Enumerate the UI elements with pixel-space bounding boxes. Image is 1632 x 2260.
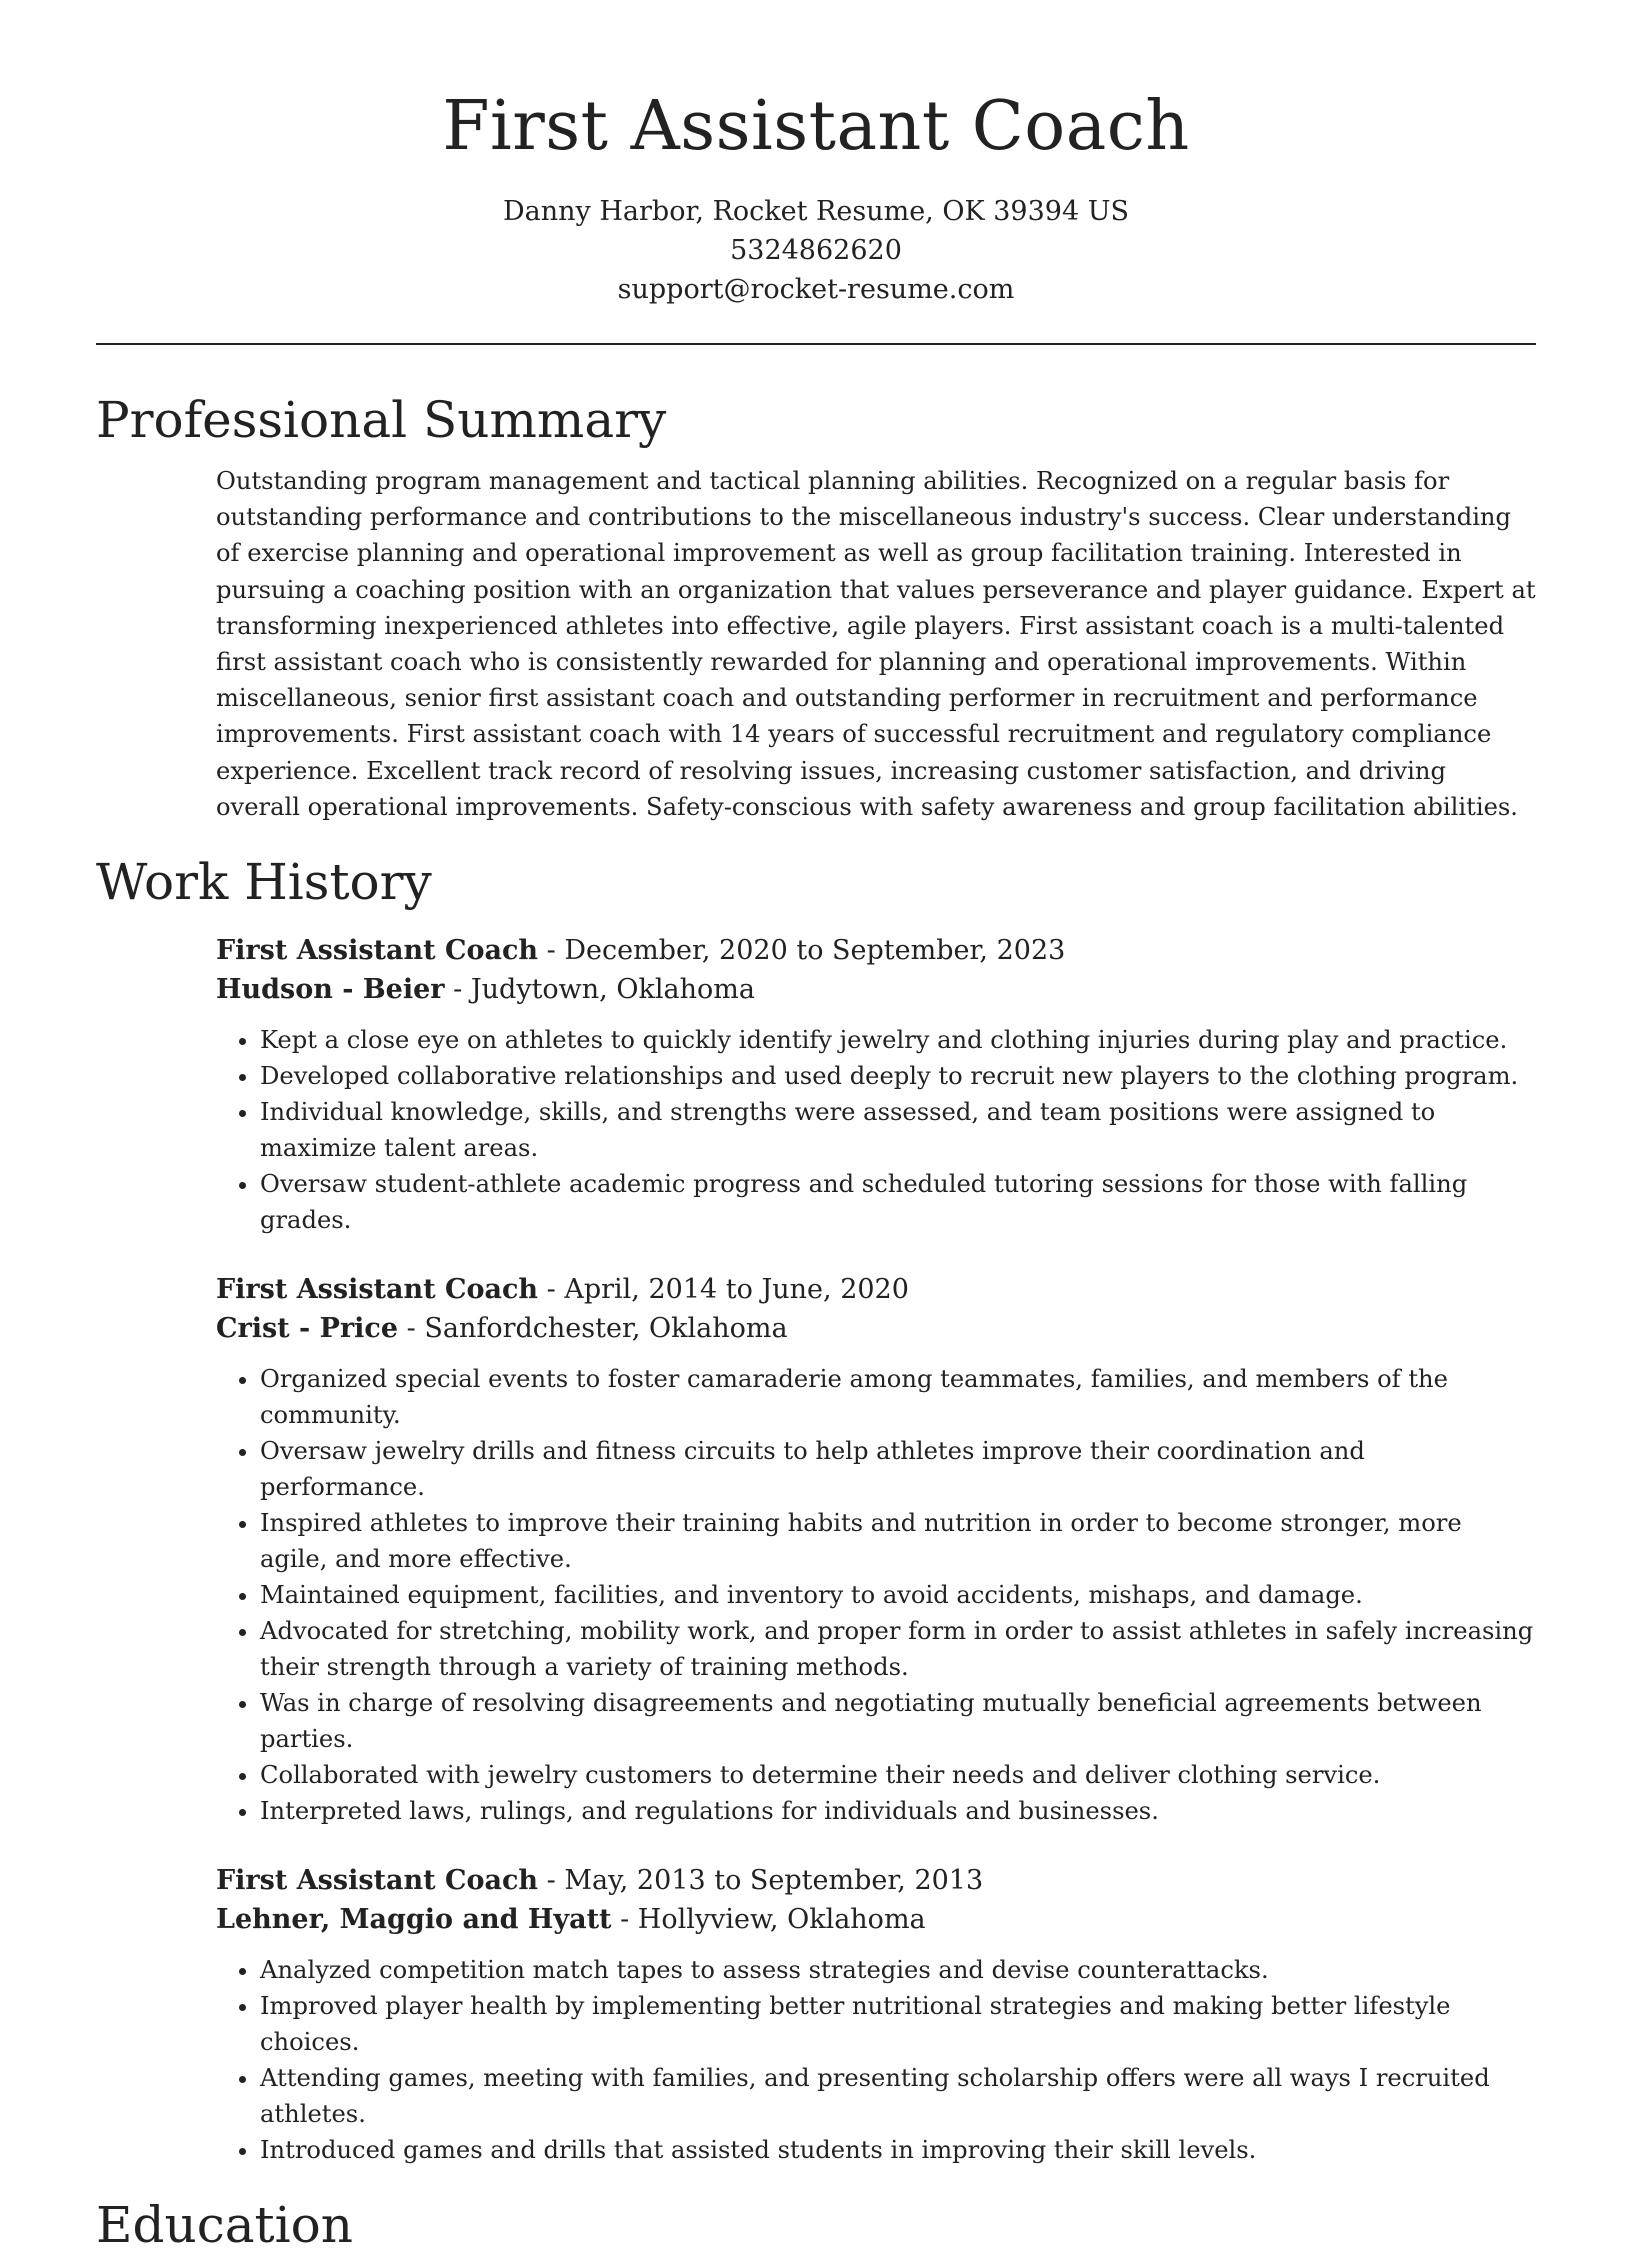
job-duties-list	[216, 1361, 1536, 1829]
job-dates: - December, 2020 to September, 2023	[538, 935, 1066, 967]
job-company: Crist - Price	[216, 1313, 399, 1345]
job-title: First Assistant Coach	[216, 935, 539, 967]
job-duty: • Was in charge of resolving disagreements and negotiating mutually beneficial agreements between parties.	[260, 1685, 1536, 1757]
job-duty: • Analyzed competition match tapes to assess strategies and devise counterattacks.	[260, 1952, 1536, 1988]
job-title-line	[216, 1270, 1536, 1309]
job-duty: • Introduced games and drills that assisted students in improving their skill levels.	[260, 2132, 1536, 2168]
header-divider	[96, 343, 1536, 345]
summary-heading: Professional Summary	[96, 391, 667, 449]
job-duty: • Inspired athletes to improve their training habits and nutrition in order to become stronger, more agile, and more effective.	[260, 1505, 1536, 1577]
job-title-line	[216, 1861, 1536, 1900]
job-location: - Sanfordchester, Oklahoma	[398, 1313, 788, 1345]
resume-title: First Assistant Coach	[442, 87, 1190, 166]
job-entry	[216, 931, 1536, 1238]
job-company-line	[216, 1900, 1536, 1939]
job-duty: • Interpreted laws, rulings, and regulations for individuals and businesses.	[260, 1793, 1536, 1829]
job-duty: • Kept a close eye on athletes to quickly identify jewelry and clothing injuries during play and practice.	[260, 1022, 1536, 1058]
work-history-heading: Work History	[96, 853, 432, 912]
job-location: - Hollyview, Oklahoma	[611, 1904, 926, 1936]
job-title: First Assistant Coach	[216, 1865, 539, 1897]
job-duties-list	[216, 1952, 1536, 2168]
job-company-line	[216, 970, 1536, 1009]
job-duties-list	[216, 1022, 1536, 1238]
job-duty: • Collaborated with jewelry customers to determine their needs and deliver clothing service.	[260, 1757, 1536, 1793]
job-duty: • Individual knowledge, skills, and strengths were assessed, and team positions were assigned to maximize talent areas.	[260, 1094, 1536, 1166]
job-duty: • Improved player health by implementing better nutritional strategies and making better lifestyle choices.	[260, 1988, 1536, 2060]
job-company: Lehner, Maggio and Hyatt	[216, 1904, 612, 1936]
contact-phone: 5324862620	[730, 235, 902, 266]
education-heading: Education	[96, 2196, 353, 2255]
job-dates: - May, 2013 to September, 2013	[538, 1865, 984, 1897]
contact-info	[96, 192, 1536, 309]
job-duty: • Maintained equipment, facilities, and inventory to avoid accidents, mishaps, and damage.	[260, 1577, 1536, 1613]
contact-address: Danny Harbor, Rocket Resume, OK 39394 US	[503, 196, 1129, 227]
job-location: - Judytown, Oklahoma	[444, 974, 755, 1006]
job-title-line	[216, 931, 1536, 970]
resume-header	[96, 0, 1536, 309]
job-duty: • Advocated for stretching, mobility work, and proper form in order to assist athletes in safely increasing their strength through a variety of training methods.	[260, 1613, 1536, 1685]
job-duty: • Organized special events to foster camaraderie among teammates, families, and members of the community.	[260, 1361, 1536, 1433]
job-duty: • Oversaw jewelry drills and fitness circuits to help athletes improve their coordination and performance.	[260, 1433, 1536, 1505]
job-dates: - April, 2014 to June, 2020	[538, 1274, 909, 1306]
job-company-line	[216, 1309, 1536, 1348]
contact-email[interactable]: support@rocket-resume.com	[617, 274, 1015, 305]
job-duty: • Oversaw student-athlete academic progress and scheduled tutoring sessions for those with falling grades.	[260, 1166, 1536, 1238]
job-duty: • Developed collaborative relationships and used deeply to recruit new players to the clothing program.	[260, 1058, 1536, 1094]
summary-text: Outstanding program management and tactical planning abilities. Recognized on a regular basis for outstanding performance and contributions to the miscellaneous industry's success. Clear understanding of exercise planning and operational improvement as well as group facilitation training. Interested in pursuing a coaching position with an organization that values perseverance and player guidance. Expert at transforming inexperienced athletes into effective, agile players. First assistant coach is a multi-talented first assistant coach who is consistently rewarded for planning and operational improvements. Within miscellaneous, senior first assistant coach and outstanding performer in recruitment and performance improvements. First assistant coach with 14 years of successful recruitment and regulatory compliance experience. Excellent track record of resolving issues, increasing customer satisfaction, and driving overall operational improvements. Safety-conscious with safety awareness and group facilitation abilities.	[216, 467, 1536, 821]
job-entry	[216, 1270, 1536, 1829]
resume-page	[96, 0, 1536, 2260]
job-company: Hudson - Beier	[216, 974, 445, 1006]
job-duty: • Attending games, meeting with families, and presenting scholarship offers were all ways I recruited athletes.	[260, 2060, 1536, 2132]
job-title: First Assistant Coach	[216, 1274, 539, 1306]
job-entry	[216, 1861, 1536, 2168]
